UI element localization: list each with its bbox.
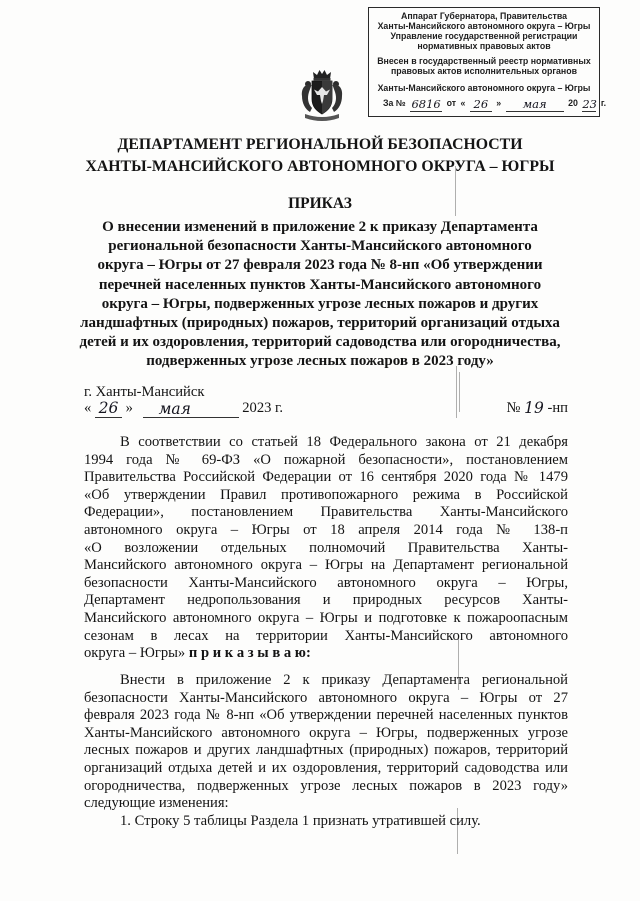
- registration-year: 23: [582, 97, 597, 111]
- body-paragraph: [84, 434, 568, 663]
- title-line: ландшафтных (природных) пожаров, территорий организаций отдыха: [80, 315, 560, 332]
- registration-unit: г.: [600, 98, 607, 108]
- registration-day-field: [470, 97, 492, 112]
- body-line: безопасности Ханты-Мансийского автономного округа – Югры,: [84, 574, 568, 591]
- registration-month-field: [506, 97, 564, 112]
- document-number: [507, 398, 568, 418]
- body-line: «Об утверждении Правил противопожарного режима в Российской: [84, 486, 568, 503]
- stamp-line: Внесен в государственный реестр нормативных: [377, 56, 591, 66]
- document-place: г. Ханты-Мансийск: [84, 384, 205, 400]
- body-line: Ханты-Мансийского автономного округа – Югры, подверженных угрозе: [84, 724, 568, 741]
- body-paragraph: [84, 672, 568, 813]
- registration-stamp: [368, 7, 607, 117]
- stamp-line: Аппарат Губернатора, Правительства: [400, 11, 568, 21]
- body-line: В соответствии со статьей 18 Федерального закона от 21 декабря: [120, 434, 568, 450]
- registration-open-quote: «: [460, 98, 466, 108]
- scan-fold-line: [456, 366, 457, 418]
- registration-close-quote: »: [496, 98, 502, 108]
- body-line: Мансийского автономного округа – Югры и подготовке к пожароопасным: [84, 609, 568, 626]
- body-line: Правительства Российской Федерации от 16 сентября 2020 года № 1479: [84, 469, 568, 486]
- title-line: перечней населенных пунктов Ханты-Мансийского автономного: [98, 276, 542, 293]
- registration-century: 20: [568, 98, 578, 108]
- document-type: ПРИКАЗ: [288, 195, 352, 212]
- order-keyword: п р и к а з ы в а ю:: [188, 645, 311, 662]
- registration-day: 26: [473, 97, 489, 111]
- organization-name: [0, 134, 640, 178]
- body-list-item: [84, 813, 568, 831]
- body-line: Мансийского автономного округа – Югры на Департамент региональной: [84, 557, 568, 574]
- body-line: Департамент недропользования и природных ресурсов Ханты-: [84, 592, 568, 609]
- registration-year-field: [582, 97, 596, 112]
- body-line-last: [84, 645, 568, 663]
- body-line: февраля 2023 года № 8-нп «Об утверждении перечней населенных пунктов: [84, 707, 568, 724]
- stamp-line: правовых актов исполнительных органов: [390, 66, 578, 76]
- stamp-line: Ханты-Мансийского автономного округа – Югры: [377, 21, 591, 31]
- registration-from: от: [446, 98, 457, 108]
- title-line: региональной безопасности Ханты-Мансийского автономного: [108, 238, 532, 255]
- title-line: детей и их оздоровления, территорий садоводства или огородничества,: [79, 334, 561, 351]
- document-title: [20, 218, 620, 372]
- registration-number-field: [410, 97, 442, 112]
- stamp-line: нормативных правовых актов: [417, 41, 551, 51]
- title-line: округа – Югры, подверженных угрозе лесных пожаров и других: [101, 295, 539, 312]
- title-line: округа – Югры от 27 февраля 2023 года № 8-нп «Об утверждении: [97, 257, 543, 274]
- title-line: О внесении изменений в приложение 2 к приказу Департамента: [102, 219, 538, 235]
- number-suffix: -нп: [547, 400, 568, 416]
- date-close-quote: »: [125, 400, 133, 416]
- body-line-text: округа – Югры»: [84, 645, 186, 662]
- scan-fold-line: [459, 372, 460, 412]
- body-line: 1994 года № 69-ФЗ «О пожарной безопасности», постановлением: [84, 451, 568, 468]
- body-line: автономного округа – Югры от 18 апреля 2014 года № 138-п: [84, 521, 568, 538]
- body-line: «О возложении отдельных полномочий Правительства Ханты-: [84, 539, 568, 556]
- stamp-line: Ханты-Мансийского автономного округа – Югры: [377, 83, 591, 93]
- organization-line: ХАНТЫ-МАНСИЙСКОГО АВТОНОМНОГО ОКРУГА – ЮГРЫ: [85, 158, 555, 175]
- date-day-field: [95, 400, 122, 418]
- date-day: 26: [98, 399, 119, 417]
- date-month: мая: [158, 400, 191, 418]
- body-line: сезонам в лесах на территории Ханты-Мансийского автономного: [84, 627, 568, 644]
- registration-number: 6816: [411, 97, 441, 111]
- registration-month: мая: [522, 97, 547, 111]
- coat-of-arms-icon: [297, 68, 347, 124]
- stamp-line: Управление государственной регистрации: [390, 31, 578, 41]
- stamp-registration-line: [383, 94, 608, 112]
- body-line: лесных пожаров и других ландшафтных (природных) пожаров, территорий: [84, 742, 568, 759]
- body-line-last: следующие изменения:: [84, 795, 229, 812]
- organization-line: ДЕПАРТАМЕНТ РЕГИОНАЛЬНОЙ БЕЗОПАСНОСТИ: [117, 136, 523, 153]
- body-line: Федерации», постановлением Правительства Ханты-Мансийского: [84, 504, 568, 521]
- date-month-field: [143, 401, 239, 418]
- body-line: организаций отдыха детей и их оздоровления, территорий садоводства или: [84, 759, 568, 776]
- body-line: 1. Строку 5 таблицы Раздела 1 признать утратившей силу.: [120, 813, 481, 829]
- body-line: безопасности Ханты-Мансийского автономного округа – Югры от 27: [84, 689, 568, 706]
- date-year: 2023 г.: [242, 400, 284, 416]
- number-prefix: №: [506, 400, 521, 416]
- body-line: огородничества, подверженных угрозе лесных пожаров в 2023 году»: [84, 777, 568, 794]
- title-line: подверженных угрозе лесных пожаров в 2023 году»: [146, 353, 494, 370]
- number-value: 19: [524, 399, 544, 417]
- document-date: [84, 398, 283, 418]
- date-open-quote: «: [84, 400, 92, 416]
- registration-prefix: За №: [383, 98, 406, 108]
- body-line: Внести в приложение 2 к приказу Департамента региональной: [120, 672, 568, 688]
